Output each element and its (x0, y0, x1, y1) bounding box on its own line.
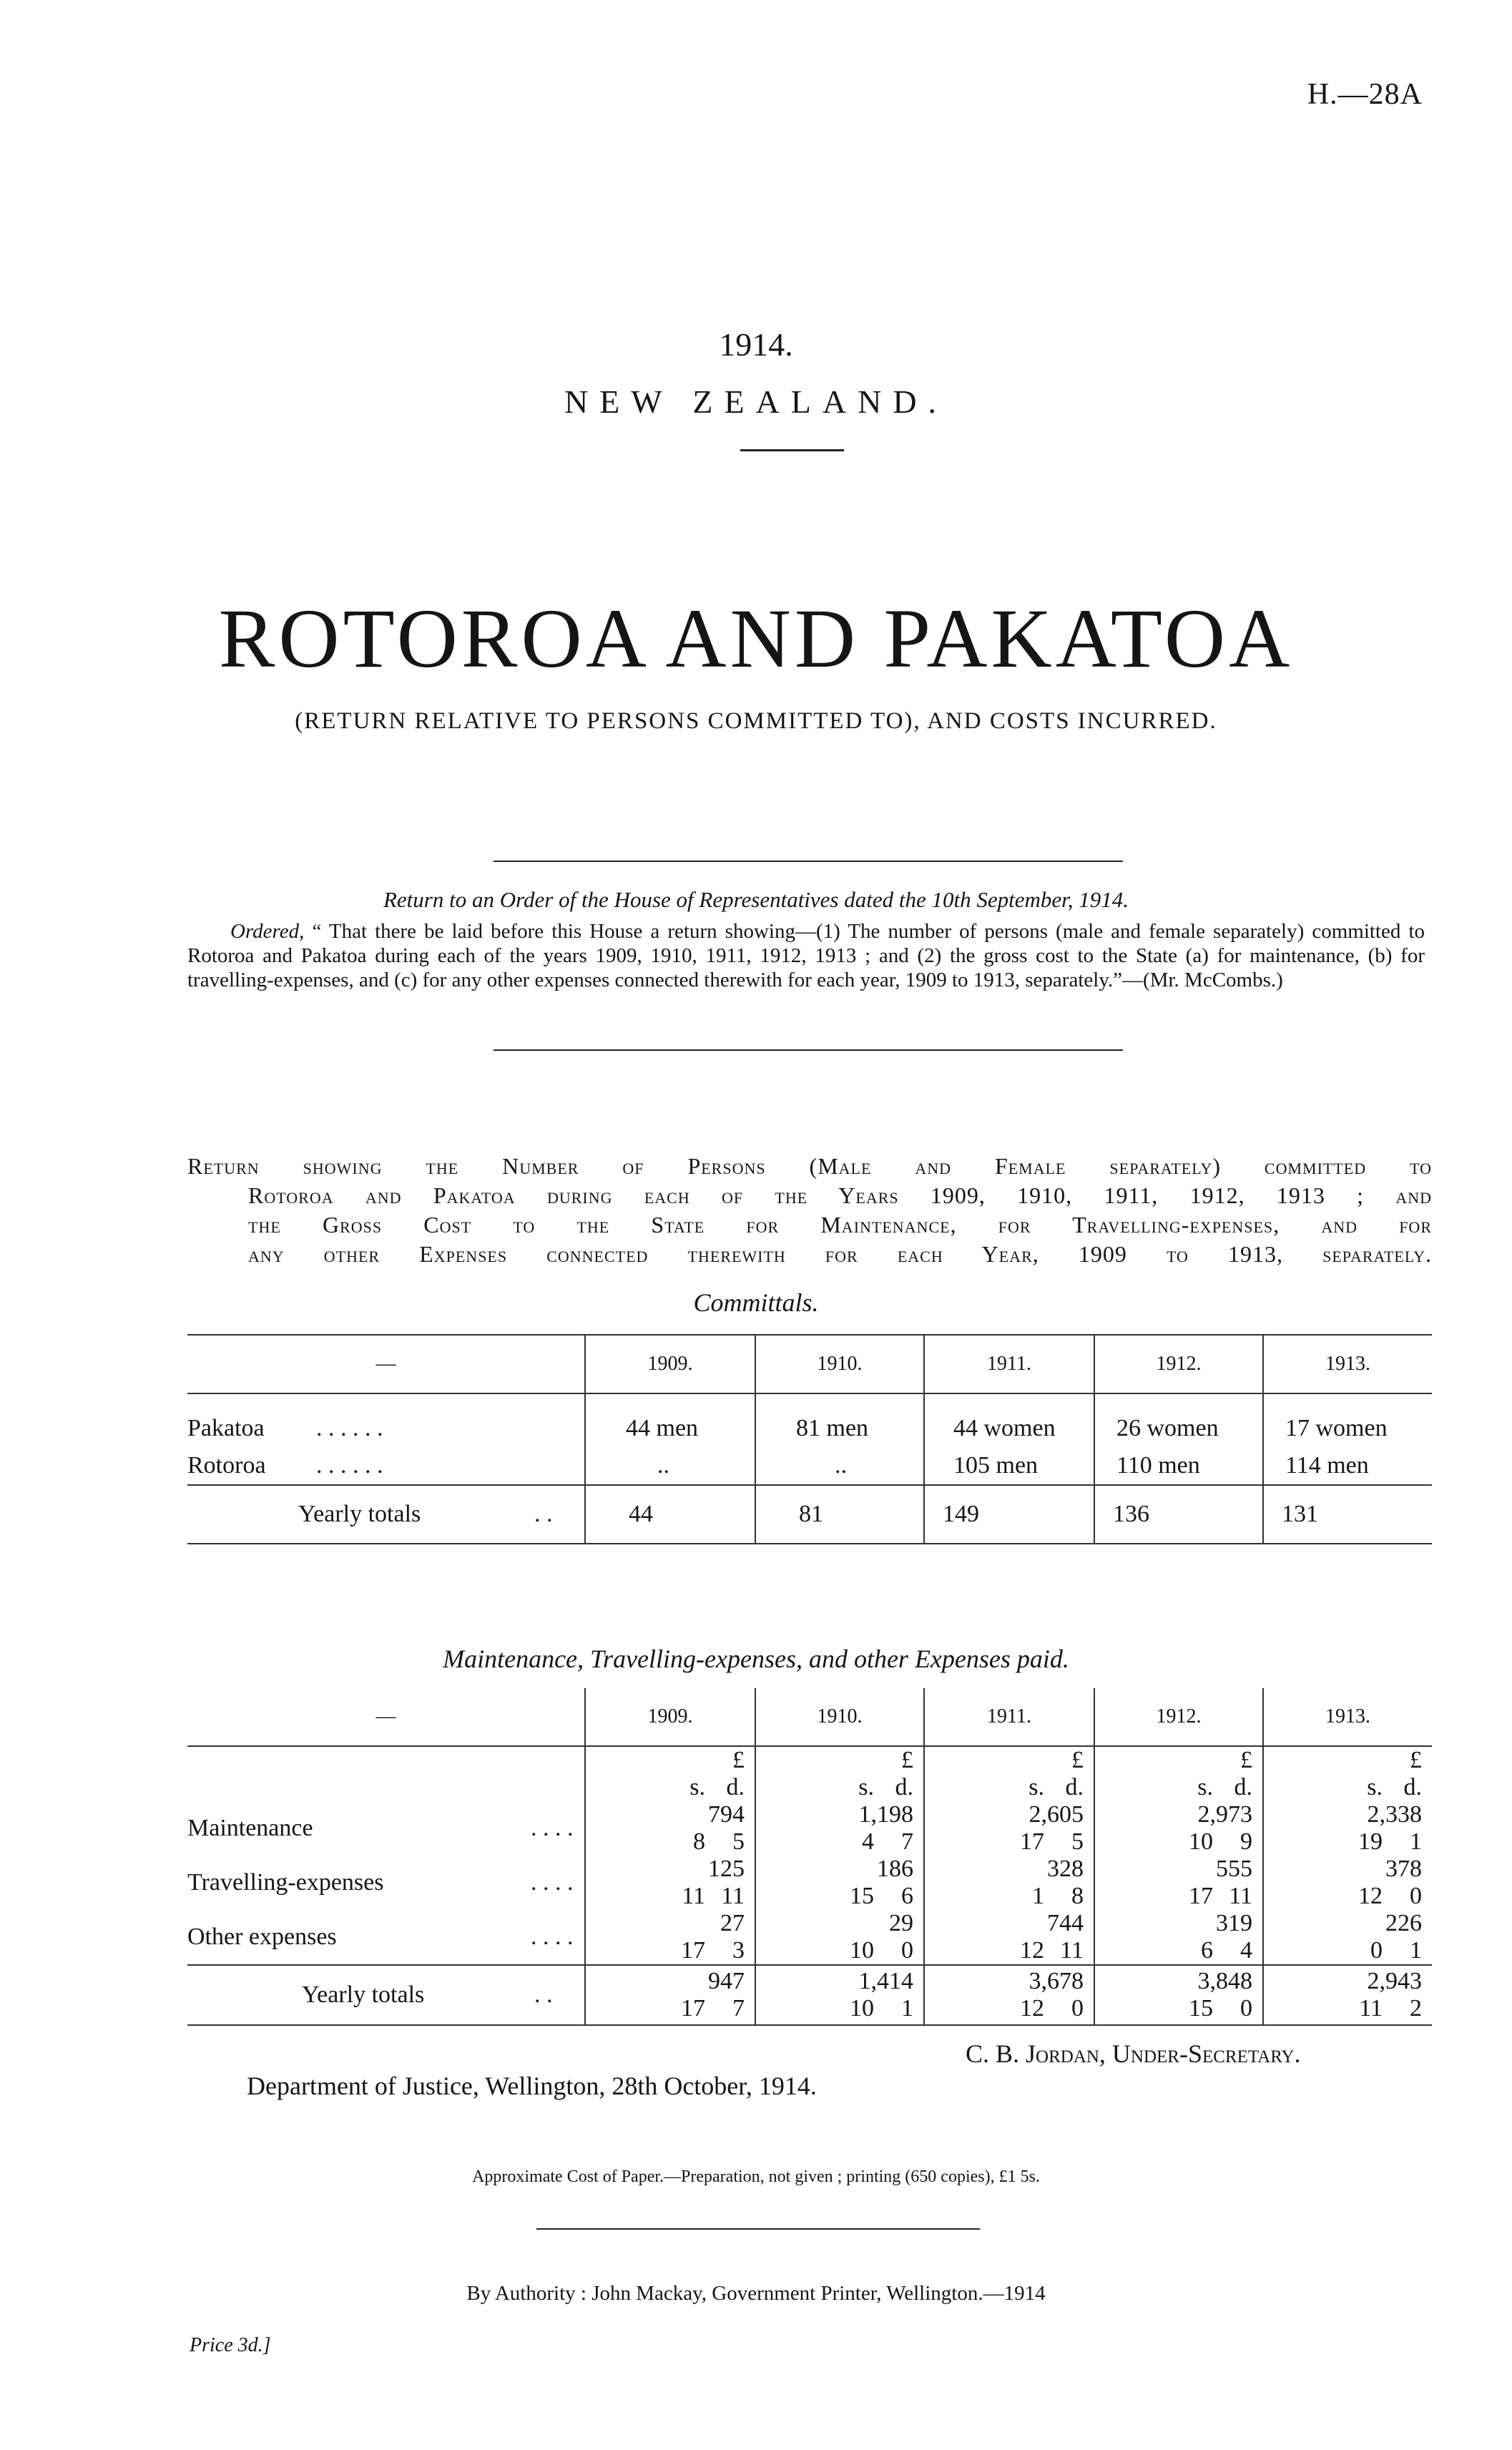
year-header: 1910. (755, 1688, 924, 1746)
table-cell: 110 men (1094, 1447, 1263, 1485)
table-cell: 81 men (755, 1410, 924, 1447)
pounds: 744 (1047, 1910, 1084, 1936)
unit-pence: d. (1403, 1774, 1422, 1800)
unit-pounds: £ (1071, 1747, 1084, 1773)
rotoroa-label: Rotoroa (187, 1452, 266, 1479)
divider-rule (740, 449, 844, 451)
totals-cell (1094, 1965, 1263, 2025)
document-title: ROTOROA AND PAKATOA (218, 592, 1294, 685)
heading-line: any other Expenses connected therewith for each Year, 1909 to 1913, separately. (248, 1241, 1432, 1267)
shillings: 17 (681, 1995, 705, 2022)
pounds: 186 (877, 1856, 913, 1882)
expenses-title: Maintenance, Travelling-expenses, and other Expenses paid. (443, 1645, 1069, 1673)
table-cell (1263, 1856, 1432, 1910)
leader-dots: . . (534, 1981, 553, 2008)
table-cell (755, 1801, 924, 1856)
totals-cell (755, 1965, 924, 2025)
pounds: 2,943 (1367, 1968, 1422, 1994)
units-row (187, 1746, 1432, 1801)
shillings: 10 (850, 1937, 874, 1964)
table-cell (1094, 1856, 1263, 1910)
pounds: 2,605 (1029, 1801, 1084, 1828)
year-header: 1910. (755, 1335, 924, 1393)
totals-cell: 44 (585, 1485, 755, 1544)
leader-dots: . . . . (531, 1815, 574, 1841)
pence: 7 (732, 1995, 745, 2022)
pounds: 947 (708, 1968, 745, 1994)
row-label (187, 1910, 585, 1965)
unit-shillings: s. (1367, 1774, 1383, 1800)
totals-cell: 136 (1094, 1485, 1263, 1544)
pence: 9 (1240, 1828, 1252, 1855)
shillings: 11 (682, 1883, 705, 1909)
table-cell (585, 1856, 755, 1910)
leader-dots: . . (534, 1501, 553, 1527)
shillings: 6 (1201, 1937, 1213, 1964)
table-cell (585, 1910, 755, 1965)
totals-label (187, 1485, 585, 1544)
pounds: 319 (1216, 1910, 1252, 1936)
document-year: 1914. (719, 326, 793, 363)
row-label (187, 1410, 585, 1447)
pounds: 226 (1385, 1910, 1422, 1936)
table-cell (1094, 1910, 1263, 1965)
totals-cell: 81 (755, 1485, 924, 1544)
country-heading: NEW ZEALAND. (564, 383, 948, 420)
year-header: 1912. (1094, 1335, 1263, 1393)
shillings: 17 (1020, 1828, 1044, 1855)
pence: 5 (732, 1828, 745, 1855)
table-cell (1263, 1801, 1432, 1856)
pounds: 378 (1385, 1856, 1422, 1882)
shillings: 15 (1189, 1995, 1213, 2022)
shillings: 12 (1020, 1995, 1044, 2022)
expense-label: Other expenses (187, 1924, 337, 1950)
table-cell: 44 men (585, 1410, 755, 1447)
table-cell: 105 men (924, 1447, 1094, 1485)
ordered-paragraph (187, 919, 1425, 992)
pence: 8 (1071, 1883, 1084, 1909)
table-cell: 17 women (1263, 1410, 1432, 1447)
unit-pence: d. (1234, 1774, 1252, 1800)
shillings: 17 (1189, 1883, 1213, 1909)
pence: 0 (901, 1937, 913, 1964)
table-row (187, 1856, 1432, 1910)
committals-title: Committals. (693, 1288, 819, 1317)
year-header: 1909. (585, 1335, 755, 1393)
pounds: 3,678 (1029, 1968, 1084, 1994)
row-label (187, 1447, 585, 1485)
shillings: 19 (1358, 1828, 1383, 1855)
shillings: 15 (850, 1883, 874, 1909)
shillings: 11 (1359, 1995, 1383, 2022)
expense-label: Maintenance (187, 1815, 313, 1841)
leader-dots: . . . . . . (316, 1415, 383, 1441)
unit-pounds: £ (732, 1747, 745, 1773)
totals-cell: 131 (1263, 1485, 1432, 1544)
expense-label: Travelling-expenses (187, 1869, 384, 1896)
pence: 1 (901, 1995, 913, 2022)
table-cell: 114 men (1263, 1447, 1432, 1485)
pence: 4 (1240, 1937, 1252, 1964)
year-header: 1911. (924, 1335, 1094, 1393)
table-row (187, 1801, 1432, 1856)
shillings: 12 (1020, 1937, 1044, 1964)
divider-rule (536, 2228, 980, 2230)
expenses-table (187, 1688, 1432, 2026)
unit-shillings: s. (689, 1774, 705, 1800)
unit-shillings: s. (1197, 1774, 1213, 1800)
pounds: 2,973 (1197, 1801, 1252, 1828)
divider-rule (494, 1049, 1123, 1051)
pounds: 29 (889, 1910, 913, 1936)
table-cell: .. (585, 1447, 755, 1485)
totals-label (187, 1965, 585, 2025)
unit-shillings: s. (858, 1774, 874, 1800)
table-cell (924, 1910, 1094, 1965)
units-cell (924, 1746, 1094, 1801)
pence: 0 (1240, 1995, 1252, 2022)
pence: 0 (1071, 1995, 1084, 2022)
year-header: 1912. (1094, 1688, 1263, 1746)
table-row (187, 1410, 1432, 1447)
pence: 6 (901, 1883, 913, 1909)
pounds: 1,414 (858, 1968, 913, 1994)
shillings: 0 (1370, 1937, 1383, 1964)
units-cell (755, 1746, 924, 1801)
leader-dots: . . . . (531, 1869, 574, 1896)
pence: 5 (1071, 1828, 1084, 1855)
table-cell: 26 women (1094, 1410, 1263, 1447)
signature-line: C. B. Jordan, Under-Secretary. (966, 2039, 1301, 2068)
table-cell: .. (755, 1447, 924, 1485)
pence: 2 (1410, 1995, 1422, 2022)
totals-row (187, 1965, 1432, 2025)
heading-line: the Gross Cost to the State for Maintenance, for Travelling-expenses, and for (248, 1212, 1432, 1238)
ordered-text: “ That there be laid before this House a return showing—(1) The number of persons (male and female separately) committed to Rotoroa and Pakatoa during each of the years 1909, 1910, 1911, 1912, 1913 ; and (2) the gross cost to the State (a) for maintenance, (b) for travelling-expenses, and (c) for any other expenses connected therewith for each year, 1909 to 1913, separately.”—(Mr. McCombs.) (187, 920, 1425, 991)
leader-dots: . . . . (531, 1924, 574, 1950)
price-label: Price 3d.] (190, 2334, 271, 2356)
table-cell: 44 women (924, 1410, 1094, 1447)
pence: 0 (1410, 1883, 1422, 1909)
pence: 11 (1229, 1883, 1252, 1909)
pounds: 328 (1047, 1856, 1084, 1882)
pence: 7 (901, 1828, 913, 1855)
approximate-cost: Approximate Cost of Paper.—Preparation, not given ; printing (650 copies), £1 5s. (472, 2167, 1040, 2186)
pence: 3 (732, 1937, 745, 1964)
shillings: 4 (862, 1828, 874, 1855)
shillings: 10 (1189, 1828, 1213, 1855)
pounds: 555 (1216, 1856, 1252, 1882)
totals-label-text: Yearly totals (302, 1981, 425, 2008)
unit-pence: d. (1065, 1774, 1084, 1800)
table-header-row (187, 1688, 1432, 1746)
totals-cell (1263, 1965, 1432, 2025)
pence: 11 (721, 1883, 745, 1909)
printer-authority: By Authority : John Mackay, Government Printer, Wellington.—1914 (466, 2282, 1046, 2305)
pounds: 1,198 (858, 1801, 913, 1828)
heading-line: Return showing the Number of Persons (Male and Female separately) committed to (187, 1153, 1432, 1179)
table-cell (1263, 1910, 1432, 1965)
heading-line: Rotoroa and Pakatoa during each of the Years 1909, 1910, 1911, 1912, 1913 ; and (248, 1182, 1432, 1208)
units-cell (1094, 1746, 1263, 1801)
unit-pounds: £ (901, 1747, 913, 1773)
committals-table (187, 1334, 1432, 1544)
pence: 11 (1060, 1937, 1084, 1964)
return-order-line: Return to an Order of the House of Representatives dated the 10th September, 1914. (383, 887, 1129, 912)
divider-rule (494, 861, 1123, 862)
table-cell (924, 1801, 1094, 1856)
pounds: 794 (708, 1801, 745, 1828)
table-cell (755, 1856, 924, 1910)
department-line: Department of Justice, Wellington, 28th October, 1914. (247, 2072, 817, 2100)
table-cell (585, 1801, 755, 1856)
return-heading (187, 1152, 1432, 1269)
table-cell (755, 1910, 924, 1965)
table-cell (1094, 1801, 1263, 1856)
row-label (187, 1856, 585, 1910)
year-header: 1913. (1263, 1335, 1432, 1393)
totals-cell (585, 1965, 755, 2025)
header-dash: — (187, 1335, 585, 1393)
pounds: 2,338 (1367, 1801, 1422, 1828)
pounds: 27 (720, 1910, 745, 1936)
units-cell (585, 1746, 755, 1801)
shillings: 10 (850, 1995, 874, 2022)
pounds: 3,848 (1197, 1968, 1252, 1994)
pence: 1 (1410, 1937, 1422, 1964)
totals-row (187, 1485, 1432, 1544)
header-dash: — (187, 1688, 585, 1746)
table-cell (924, 1856, 1094, 1910)
pounds: 125 (708, 1856, 745, 1882)
table-row (187, 1447, 1432, 1485)
unit-pounds: £ (1240, 1747, 1252, 1773)
unit-pounds: £ (1410, 1747, 1422, 1773)
shillings: 12 (1358, 1883, 1383, 1909)
pence: 1 (1410, 1828, 1422, 1855)
shillings: 17 (681, 1937, 705, 1964)
page-reference: H.—28A (1307, 78, 1423, 111)
unit-shillings: s. (1029, 1774, 1044, 1800)
row-label (187, 1801, 585, 1856)
ordered-label: Ordered, (230, 920, 305, 943)
year-header: 1909. (585, 1688, 755, 1746)
pakatoa-label: Pakatoa (187, 1415, 265, 1441)
year-header: 1911. (924, 1688, 1094, 1746)
unit-pence: d. (726, 1774, 745, 1800)
leader-dots: . . . . . . (316, 1452, 383, 1479)
shillings: 8 (693, 1828, 705, 1855)
totals-label-text: Yearly totals (298, 1501, 421, 1527)
shillings: 1 (1032, 1883, 1044, 1909)
unit-pence: d. (895, 1774, 913, 1800)
units-cell (1263, 1746, 1432, 1801)
document-subtitle: (RETURN RELATIVE TO PERSONS COMMITTED TO), AND COSTS INCURRED. (295, 708, 1217, 734)
totals-cell: 149 (924, 1485, 1094, 1544)
table-header-row (187, 1335, 1432, 1393)
table-row (187, 1910, 1432, 1965)
totals-cell (924, 1965, 1094, 2025)
year-header: 1913. (1263, 1688, 1432, 1746)
